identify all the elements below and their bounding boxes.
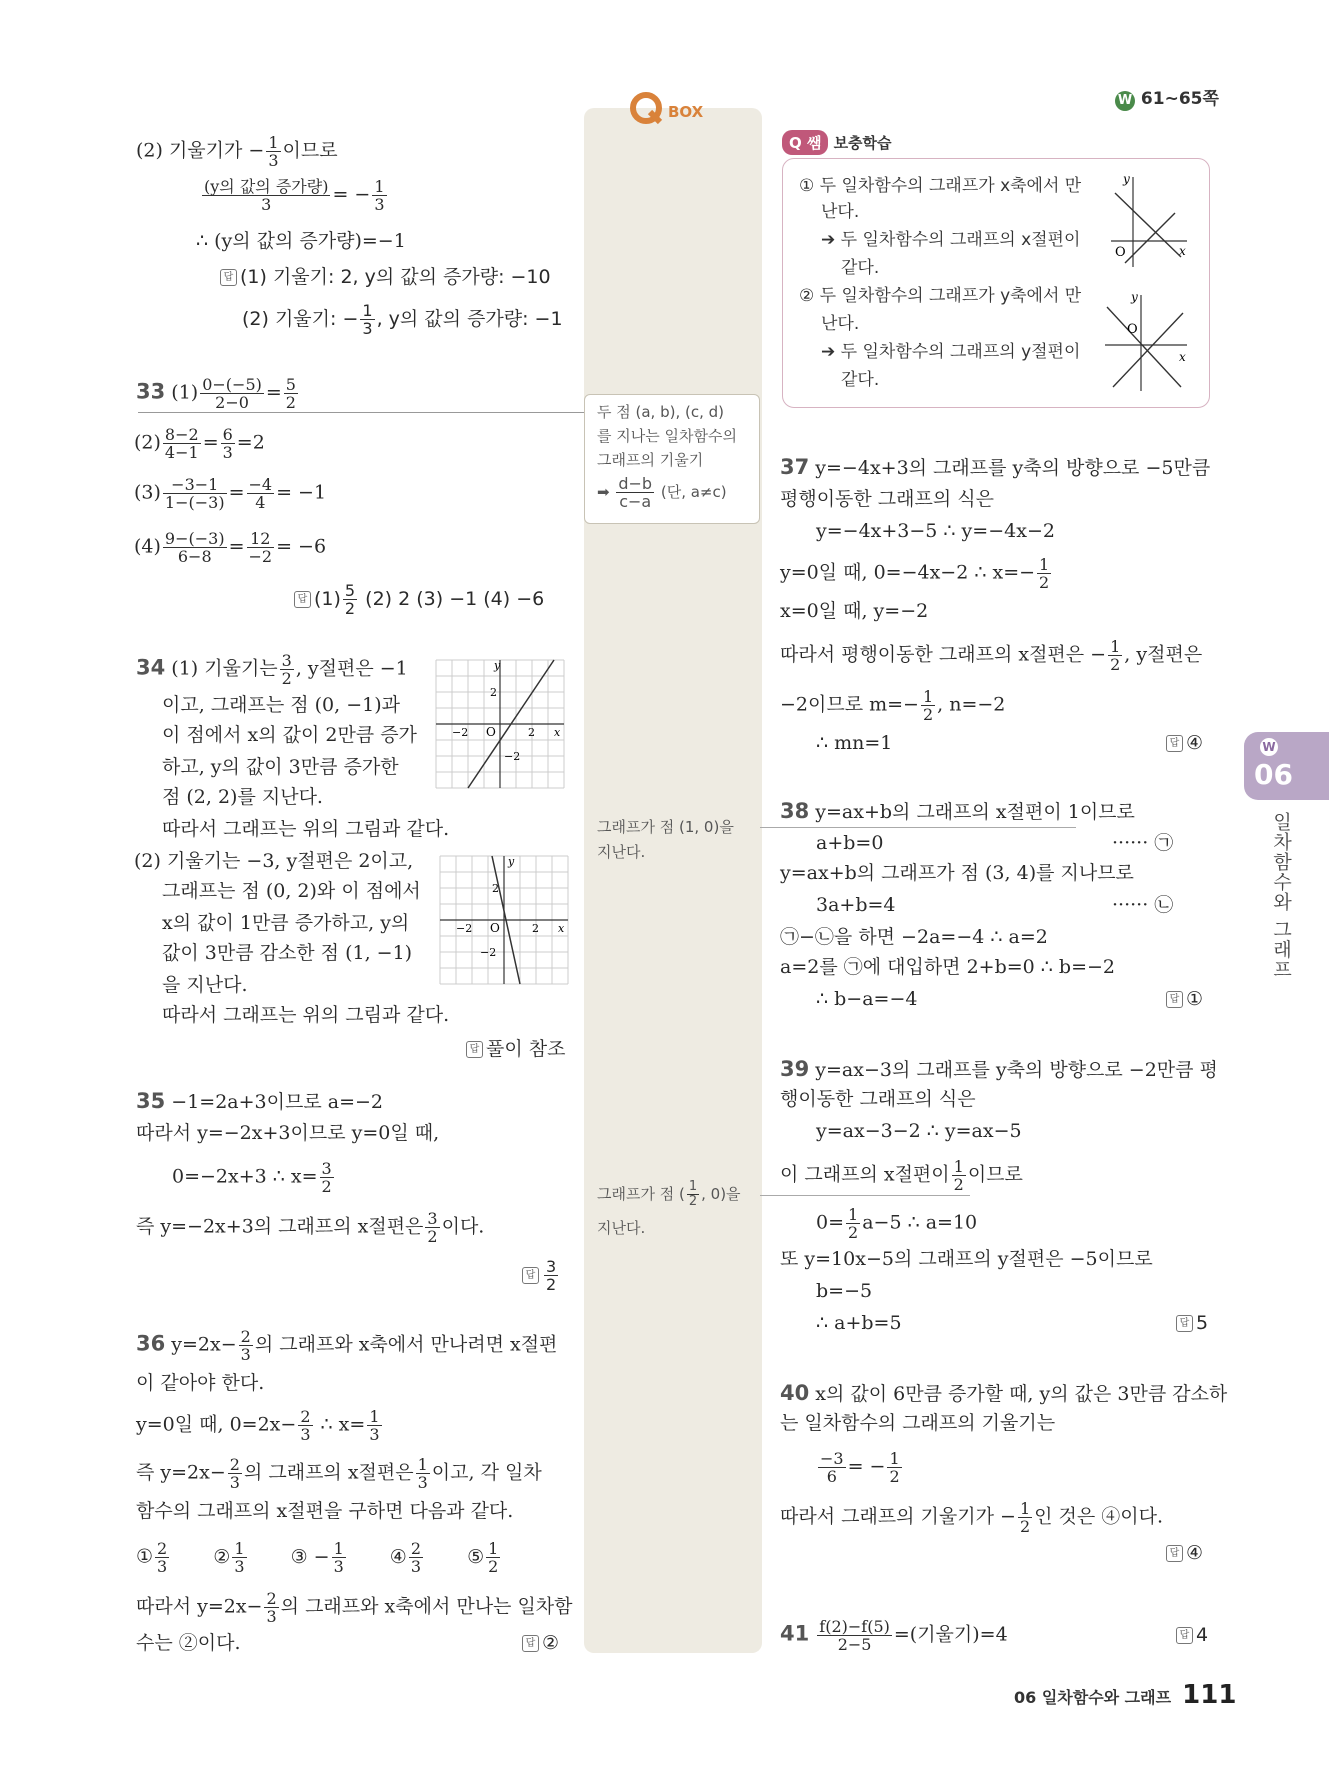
p40-line4: 따라서 그래프의 기울기가 − $\frac{1}{2}$ 인 것은 ④이다.	[780, 1499, 1164, 1536]
p34-line6: 따라서 그래프는 위의 그림과 같다.	[162, 818, 450, 840]
svg-text:−2: −2	[452, 726, 469, 739]
p40-line1: 40 x의 값이 6만큼 증가할 때, y의 값은 3만큼 감소하	[780, 1381, 1228, 1405]
answer-icon: 답	[1176, 1627, 1193, 1644]
p35-line1: 35 −1=2a+3이므로 a=−2	[136, 1089, 383, 1113]
chapter-tab	[1244, 732, 1329, 800]
p34-line2: 이고, 그래프는 점 (0, −1)과	[162, 694, 400, 716]
qssam-q2b: 난다.	[821, 314, 860, 334]
svg-text:x: x	[1179, 244, 1186, 258]
p37-line7: −2이므로 m=− $\frac{1}{2}$ , n=−2	[780, 687, 1006, 724]
p35-answer: 답 $\frac{3}{2}$	[522, 1258, 560, 1293]
svg-text:2: 2	[492, 882, 499, 895]
p36-line5: 함수의 그래프의 x절편을 구하면 다음과 같다.	[136, 1500, 514, 1522]
p38-line5: ㉠−㉡을 하면 −2a=−4 ∴ a=2	[780, 926, 1048, 948]
tip-line-1: 두 점 (a, b), (c, d)	[597, 403, 725, 421]
p38-line7: ∴ b−a=−4	[816, 988, 918, 1010]
p38-line2: a+b=0	[816, 832, 884, 854]
p33-line4: (4) $\frac{9-(-3)}{6-8}$ = $\frac{12}{-2}$ = −6	[134, 529, 327, 566]
p37-line1: 37 y=−4x+3의 그래프를 y축의 방향으로 −5만큼	[780, 455, 1211, 479]
svg-text:O: O	[490, 921, 500, 935]
p39-answer: 답 5	[1176, 1310, 1208, 1336]
graph-x-intercept	[1101, 171, 1191, 271]
p39-line3: y=ax−3−2 ∴ y=ax−5	[816, 1120, 1022, 1142]
answer-icon: 답	[1166, 1545, 1183, 1562]
qssam-box	[782, 158, 1210, 408]
margin-strip	[584, 108, 762, 1653]
p38-mark-1: ······ ㉠	[1112, 832, 1174, 854]
svg-text:−2: −2	[504, 750, 521, 763]
svg-text:2: 2	[532, 922, 539, 935]
p39-line6: 또 y=10x−5의 그래프의 y절편은 −5이므로	[780, 1248, 1153, 1270]
qssam-q1b: 난다.	[821, 202, 860, 222]
qssam-q2: ② 두 일차함수의 그래프가 y축에서 만	[799, 286, 1082, 306]
svg-text:y: y	[1123, 172, 1130, 186]
svg-text:O: O	[1115, 245, 1126, 260]
answer-icon: 답	[1166, 991, 1183, 1008]
p36-line7: 따라서 y=2x− $\frac{2}{3}$ 의 그래프와 x축에서 만나는 일차함	[136, 1589, 573, 1626]
page-number: 111	[1182, 1680, 1237, 1710]
p37-line5: x=0일 때, y=−2	[780, 600, 929, 622]
svg-text:−2: −2	[456, 922, 473, 935]
p32-answer-1: 답 (1) 기울기: 2, y의 값의 증가량: −10	[220, 264, 551, 290]
p40-answer: 답 ④	[1166, 1540, 1203, 1566]
qbox-label: BOX	[668, 103, 704, 121]
p34-line4: 하고, y의 값이 3만큼 증가한	[162, 756, 399, 778]
p38-answer: 답 ①	[1166, 986, 1203, 1012]
chapter-title-vertical: 일차함수와 그래프	[1270, 812, 1292, 980]
p33-line2: (2) $\frac{8-2}{4-1}$ = $\frac{6}{3}$ =2	[134, 425, 265, 462]
p36-answer: 답 ②	[522, 1630, 559, 1656]
graph-y-intercept	[1101, 287, 1191, 395]
p39-line4: 이 그래프의 x절편이 $\frac{1}{2}$ 이므로	[780, 1157, 1023, 1194]
tip-formula: ➡ $\frac{d-b}{c-a}$ (단, a≠c)	[597, 474, 727, 511]
p38-line3: y=ax+b의 그래프가 점 (3, 4)를 지나므로	[780, 862, 1134, 884]
p36-line1: 36 y=2x− $\frac{2}{3}$ 의 그래프와 x축에서 만나려면 x절편	[136, 1327, 558, 1364]
mid-note-39-2: 지난다.	[597, 1219, 646, 1237]
answer-icon: 답	[522, 1267, 539, 1284]
svg-text:x: x	[554, 726, 561, 739]
p40-line2: 는 일차함수의 그래프의 기울기는	[780, 1412, 1056, 1434]
p34-line9: x의 값이 1만큼 증가하고, y의	[162, 912, 410, 934]
p32-line3: ∴ (y의 값의 증가량)=−1	[196, 230, 406, 252]
qssam-q1: ① 두 일차함수의 그래프가 x축에서 만	[799, 176, 1082, 196]
svg-text:O: O	[1127, 322, 1138, 337]
p35-line2: 따라서 y=−2x+3이므로 y=0일 때,	[136, 1122, 440, 1144]
qbox-logo-icon	[628, 88, 720, 128]
mid-note-38-2: 지난다.	[597, 843, 646, 861]
p39-line5: 0= $\frac{1}{2}$ a−5 ∴ a=10	[816, 1205, 978, 1242]
p34-line5: 점 (2, 2)를 지난다.	[162, 786, 323, 808]
graph-34-1	[432, 656, 568, 792]
p36-line3: y=0일 때, 0=2x− $\frac{2}{3}$ ∴ x= $\frac{1}{3}$	[136, 1407, 380, 1444]
p34-line7: (2) 기울기는 −3, y절편은 2이고,	[134, 850, 414, 872]
page-ref	[1115, 84, 1219, 111]
tip-box	[584, 394, 760, 524]
p36-line4: 즉 y=2x− $\frac{2}{3}$ 의 그래프의 x절편은 $\frac{1}{3}$ 이고, 각 일차	[136, 1455, 542, 1492]
arrow-icon: ➡	[597, 483, 610, 501]
p37-line2: 평행이동한 그래프의 식은	[780, 488, 994, 510]
p34-line12: 따라서 그래프는 위의 그림과 같다.	[162, 1004, 450, 1026]
svg-text:2: 2	[490, 686, 497, 699]
qssam-q2c: ➔ 두 일차함수의 그래프의 y절편이	[821, 342, 1081, 362]
mid-note-39-1: 그래프가 점 ( $\frac{1}{2}$ , 0)을	[597, 1179, 741, 1209]
p33-line1: 33 (1) $\frac{0-(-5)}{2-0}$ = $\frac{5}{2}$	[136, 375, 296, 412]
qssam-header	[782, 130, 892, 155]
p34-answer: 답 풀이 참조	[466, 1036, 565, 1062]
svg-text:−2: −2	[480, 946, 497, 959]
answer-icon: 답	[522, 1635, 539, 1652]
graph-34-2	[436, 852, 572, 988]
qssam-title: 보충학습	[833, 134, 892, 152]
p33-answer: 답 (1) $\frac{5}{2}$ (2) 2 (3) −1 (4) −6	[294, 582, 544, 617]
qssam-q1c: ➔ 두 일차함수의 그래프의 x절편이	[821, 230, 1081, 250]
p39-line8: ∴ a+b=5	[816, 1312, 902, 1334]
p37-line4: y=0일 때, 0=−4x−2 ∴ x=− $\frac{1}{2}$	[780, 555, 1050, 592]
p37-line8: ∴ mn=1	[816, 732, 893, 754]
svg-text:y: y	[508, 855, 515, 868]
p32-line2: $\frac{\text{(y의 값의 증가량)}}{3}$ = − $\frac{1}{3}$	[204, 177, 385, 214]
p34-line11: 을 지난다.	[162, 974, 248, 996]
svg-text:2: 2	[528, 726, 535, 739]
p41-line1: 41 $\frac{f(2)-f(5)}{2-5}$ =(기울기)=4	[780, 1617, 1008, 1654]
p40-line3: $\frac{-3}{6}$ = − $\frac{1}{2}$	[820, 1449, 900, 1486]
w-badge-icon: W	[1260, 738, 1278, 756]
footer	[1014, 1680, 1236, 1710]
chapter-number: 06	[1254, 758, 1293, 791]
p39-line1: 39 y=ax−3의 그래프를 y축의 방향으로 −2만큼 평	[780, 1057, 1218, 1081]
connector-38	[760, 827, 1076, 828]
answer-icon: 답	[1166, 735, 1183, 752]
p39-line7: b=−5	[816, 1280, 873, 1302]
page-ref-text: 61~65쪽	[1140, 89, 1219, 109]
answer-icon: 답	[294, 591, 311, 608]
svg-text:x: x	[1179, 350, 1186, 364]
p34-line1: 34 (1) 기울기는 $\frac{3}{2}$ , y절편은 −1	[136, 651, 408, 688]
svg-text:y: y	[1131, 290, 1138, 304]
p36-line8: 수는 ②이다.	[136, 1632, 241, 1654]
svg-text:y: y	[494, 659, 501, 672]
p34-line3: 이 점에서 x의 값이 2만큼 증가	[162, 724, 417, 746]
answer-icon: 답	[466, 1041, 483, 1058]
p36-line2: 이 같아야 한다.	[136, 1372, 265, 1394]
footer-chapter: 06 일차함수와 그래프	[1014, 1688, 1172, 1707]
mid-note-38-1: 그래프가 점 (1, 0)을	[597, 818, 734, 836]
p38-line1: 38 y=ax+b의 그래프의 x절편이 1이므로	[780, 799, 1135, 823]
qssam-q1d: 같다.	[841, 258, 880, 278]
tip-line-3: 그래프의 기울기	[597, 451, 704, 469]
p34-line10: 값이 3만큼 감소한 점 (1, −1)	[162, 942, 413, 964]
p37-answer: 답 ④	[1166, 730, 1203, 756]
p38-line6: a=2를 ㉠에 대입하면 2+b=0 ∴ b=−2	[780, 956, 1116, 978]
svg-text:O: O	[486, 725, 496, 739]
connector-33	[138, 412, 584, 413]
p37-line6: 따라서 평행이동한 그래프의 x절편은 − $\frac{1}{2}$ , y절편은	[780, 637, 1203, 674]
qssam-logo-icon: Q 쌤	[782, 130, 828, 155]
p32-answer-2: (2) 기울기: − $\frac{1}{3}$ , y의 값의 증가량: −1	[242, 301, 563, 338]
p35-line4: 즉 y=−2x+3의 그래프의 x절편은 $\frac{3}{2}$ 이다.	[136, 1209, 485, 1246]
p34-line8: 그래프는 점 (0, 2)와 이 점에서	[162, 880, 421, 902]
p38-line4: 3a+b=4	[816, 894, 896, 916]
p36-choices: ① $\frac{2}{3}$ ② $\frac{1}{3}$ ③ − $\frac{1}{3}$ ④ $\frac{2}{3}$ ⑤ $\frac{1}{2}$	[136, 1539, 499, 1576]
connector-39	[760, 1195, 970, 1196]
p41-answer: 답 4	[1176, 1622, 1208, 1648]
p39-line2: 행이동한 그래프의 식은	[780, 1088, 976, 1110]
qssam-q2d: 같다.	[841, 370, 880, 390]
p38-mark-2: ······ ㉡	[1112, 894, 1174, 916]
p32-line1: (2) 기울기가 − $\frac{1}{3}$ 이므로	[136, 133, 338, 170]
answer-icon: 답	[1176, 1315, 1193, 1332]
w-badge-icon: W	[1115, 91, 1135, 111]
svg-text:x: x	[558, 922, 565, 935]
p33-line3: (3) $\frac{-3-1}{1-(-3)}$ = $\frac{-4}{4}$ = −1	[134, 475, 327, 512]
p37-line3: y=−4x+3−5 ∴ y=−4x−2	[816, 520, 1055, 542]
tip-line-2: 를 지나는 일차함수의	[597, 427, 737, 445]
answer-icon: 답	[220, 269, 237, 286]
p35-line3: 0=−2x+3 ∴ x= $\frac{3}{2}$	[172, 1159, 332, 1196]
